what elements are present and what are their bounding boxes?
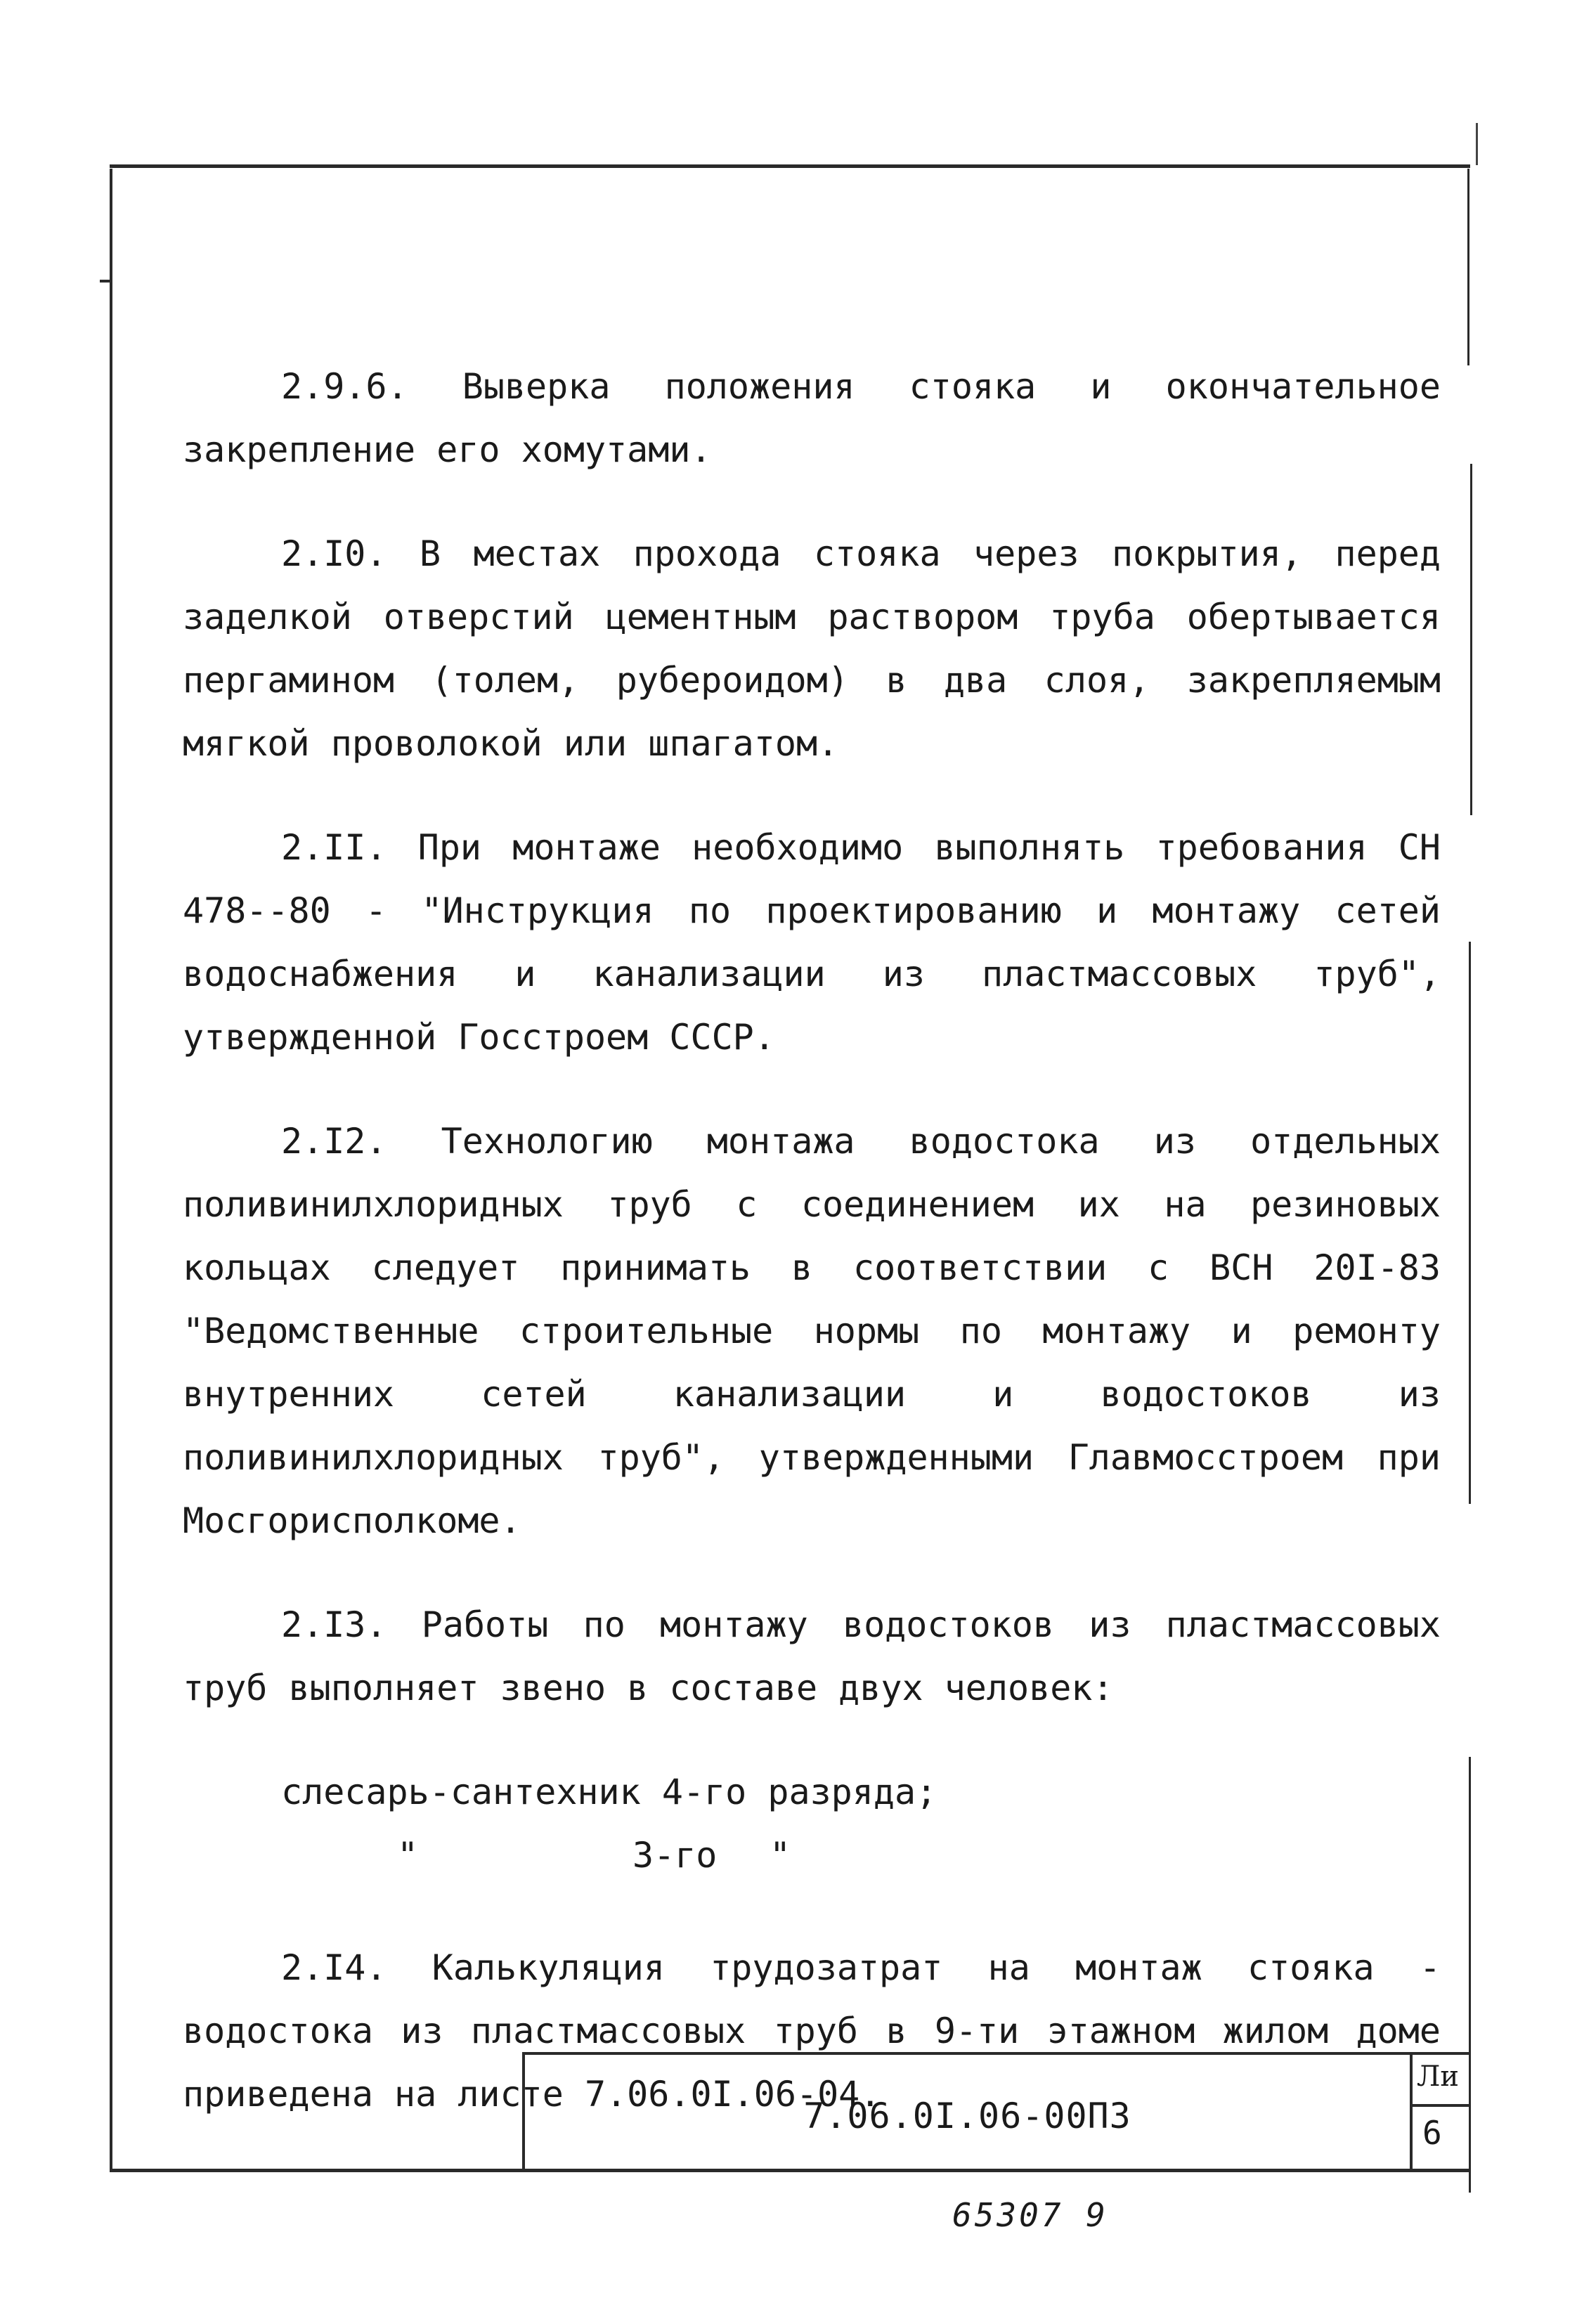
crew-list <box>183 1760 1441 1887</box>
frame-top-border <box>110 164 1470 168</box>
paragraph-2-12: 2.I2. Технологию монтажа водостока из отдельных поливинилхлоридных труб с соединением их на резиновых кольцах следует принимать в соответствии с ВСН 20I-83 "Ведомственные строительные нормы по монтажу и ремонту внутренних сетей канализации и водостоков из поливинилхлоридных труб", утвержденными Главмосстроем при Мосгорисполкоме. <box>183 1121 1441 1541</box>
ditto-mark: " <box>770 1835 791 1876</box>
ditto-mark: " <box>397 1835 419 1876</box>
title-block <box>522 2052 1469 2169</box>
frame-left-border <box>110 169 112 2172</box>
corner-mark <box>1448 123 1478 165</box>
crew-line-grade-3 <box>183 1824 1441 1887</box>
sheet-label: Ли <box>1417 2060 1460 2093</box>
paragraph-2-9-6: 2.9.6. Выверка положения стояка и окончательное закрепление его хомутами. <box>183 366 1441 470</box>
frame-right-border <box>1470 464 1472 815</box>
grade-value: 3-го <box>632 1835 718 1876</box>
paragraph-2-13: 2.I3. Работы по монтажу водостоков из пластмассовых труб выполняет звено в составе двух человек: <box>183 1604 1441 1708</box>
document-code: 7.06.0I.06-00ПЗ <box>803 2096 1131 2136</box>
sheet-number: 6 <box>1422 2114 1442 2152</box>
sheet-divider <box>1413 2104 1469 2107</box>
archive-number: 65307 9 <box>952 2196 1108 2234</box>
sheet-cell <box>1410 2055 1469 2169</box>
crew-line-grade-4: слесарь-сантехник 4-го разряда; <box>281 1772 937 1812</box>
paragraph-2-11: 2.II. При монтаже необходимо выполнять требования СН 478--80 - "Инструкция по проектированию и монтажу сетей водоснабжения и канализации из пластмассовых труб", утвержденной Госстроем СССР. <box>183 827 1441 1058</box>
frame-right-border <box>1469 942 1471 1504</box>
paragraph-2-14: 2.I4. Калькуляция трудозатрат на монтаж стояка - водостока из пластмассовых труб в 9-ти этажном жилом доме приведена на листе 7.06.0I.06-04. <box>183 1947 1441 2115</box>
binding-mark <box>100 280 110 283</box>
frame-bottom-border <box>110 2169 1470 2172</box>
document-body <box>183 355 1441 2167</box>
frame-right-border <box>1467 169 1469 365</box>
frame-right-border <box>1469 1757 1471 2193</box>
paragraph-2-10: 2.I0. В местах прохода стояка через покрытия, перед заделкой отверстий цементным раствором труба обертывается пергамином (толем, рубероидом) в два слоя, закрепляемым мягкой проволокой или шпагатом. <box>183 533 1441 764</box>
